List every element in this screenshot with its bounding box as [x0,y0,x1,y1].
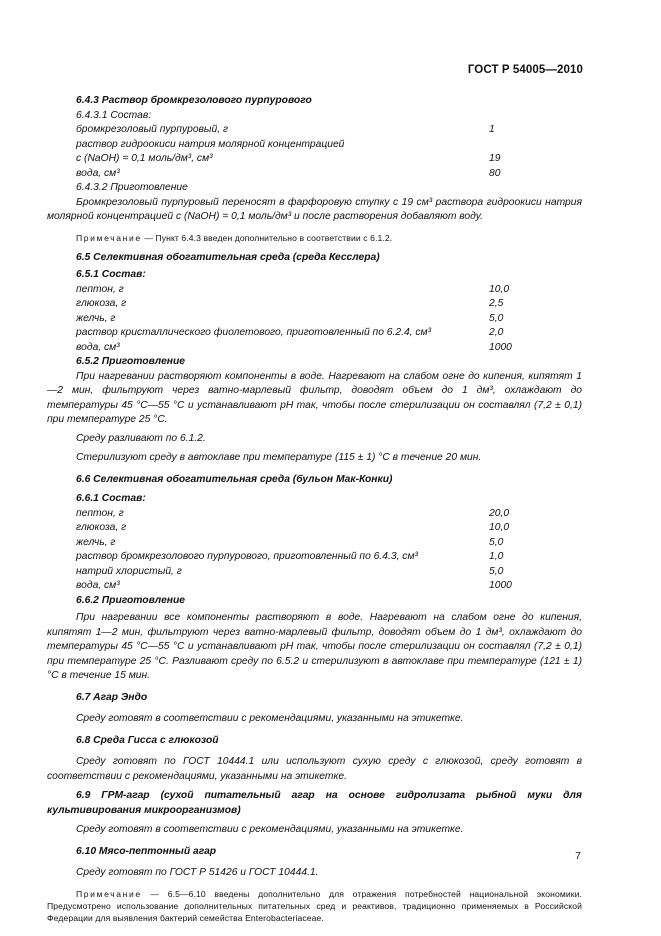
paragraph: Среду готовят по ГОСТ Р 51426 и ГОСТ 10444.1. [76,867,319,878]
composition-row [47,521,582,536]
section-heading: 6.6 Селективная обогатительная среда (бульон Мак-Конки) [76,473,393,485]
ingredient-amount: 2,0 [489,327,504,338]
ingredient-name: глюкоза, г [76,522,127,533]
composition-list [47,283,582,356]
ingredient-name: вода, см³ [76,580,120,591]
composition-row [47,536,582,551]
composition-row [47,312,582,327]
composition-list [47,123,582,181]
ingredient-amount: 19 [489,153,501,164]
subsection-heading: 6.4.3.2 Приготовление [76,182,188,193]
composition-row [47,565,582,580]
ingredient-amount: 5,0 [489,312,504,324]
ingredient-name: вода, см³ [76,167,120,179]
ingredient-amount: 1,0 [489,551,504,562]
document-body [47,94,582,924]
note-text: — 6.5—6.10 введены дополнительно для отражения потребностей национальной экономики. Предусмотрено использование дополнительных питательных сред и реактивов, традиционно применяемых в Российской Федерации для выявления бактерий семейства Enterobacteriaceae. [47,888,582,923]
composition-list [47,507,582,594]
ingredient-name: пептон, г [76,283,124,295]
ingredient-name: с (NaOH) = 0,1 моль/дм³, см³ [76,153,213,164]
ingredient-name: раствор бромкрезолового пурпурового, приготовленный по 6.4.3, см³ [76,551,418,562]
composition-row [47,152,582,167]
note [47,232,582,244]
ingredient-amount: 10,0 [489,522,510,533]
section-heading: 6.10 Мясо-пептонный агар [76,845,217,857]
section-heading: 6.4.3 Раствор бромкрезолового пурпурового [76,95,312,106]
ingredient-name: вода, см³ [76,341,120,353]
composition-row [47,138,582,153]
paragraph: Среду готовят в соответствии с рекомендациями, указанными на этикетке. [76,824,464,835]
ingredient-name: желчь, г [76,312,116,324]
composition-row [47,283,582,298]
ingredient-name: пептон, г [76,507,124,519]
composition-row [47,507,582,522]
section-heading: 6.8 Среда Гисса с глюкозой [76,734,219,746]
ingredient-name: натрий хлористый, г [76,565,182,577]
subsection-heading: 6.6.1 Состав: [76,493,146,504]
composition-row [47,341,582,356]
note-label: Примечание [76,232,142,243]
composition-row [47,550,582,565]
paragraph: Среду разливают по 6.1.2. [76,432,206,444]
ingredient-amount: 80 [489,167,501,179]
paragraph: Бромкрезоловый пурпуровый переносят в фарфоровую ступку с 19 см³ раствора гидроокиси натрия молярной концентрацией с (NaOH) = 0,1 моль/дм³ и после растворения добавляют воду. [47,196,582,222]
ingredient-name: раствор кристаллического фиолетового, приготовленный по 6.2.4, см³ [76,327,432,338]
ingredient-amount: 5,0 [489,565,504,577]
subsection-heading: 6.6.2 Приготовление [76,594,186,606]
note-text: — Пункт 6.4.3 введен дополнительно в соответствии с 6.1.2. [141,232,393,243]
composition-row [47,167,582,182]
ingredient-amount: 20,0 [489,507,510,519]
ingredient-name: глюкоза, г [76,298,127,309]
paragraph: При нагревании растворяют компоненты в воде. Нагревают на слабом огне до кипения, кипятят 1—2 мин, фильтруют через ватно-марлевый фильтр, доводят объем до 1 дм³, охлаждают до температуры 45 °С—55 °С и устанавливают рН так, чтобы после стерилизации он составлял (7,2 ± 0,1) при температуре 25 °С. [47,370,582,425]
composition-row [47,579,582,594]
ingredient-amount: 1000 [489,341,512,353]
paragraph: Среду готовят в соответствии с рекомендациями, указанными на этикетке. [76,713,464,724]
composition-row [47,123,582,138]
composition-row [47,297,582,312]
note-label: Примечание [76,888,142,899]
ingredient-name: бромкрезоловый пурпуровый, г [76,124,229,135]
section-heading: 6.5 Селективная обогатительная среда (среда Кесслера) [76,251,380,263]
subsection-heading: 6.5.1 Состав: [76,269,146,280]
ingredient-name: желчь, г [76,536,116,548]
paragraph: Стерилизуют среду в автоклаве при температуре (115 ± 1) °С в течение 20 мин. [76,452,482,463]
section-heading: 6.9 ГРМ-агар (сухой питательный агар на основе гидролизата рыбной муки для культивирования микроорганизмов) [47,790,582,816]
composition-row [47,326,582,341]
subsection-heading: 6.4.3.1 Состав: [76,109,152,121]
note [47,888,582,924]
ingredient-amount: 2,5 [489,298,504,309]
page-number: 7 [575,850,581,862]
ingredient-amount: 5,0 [489,536,504,548]
paragraph: Среду готовят по ГОСТ 10444.1 или используют сухую среду с глюкозой, среду готовят в соответствии с рекомендациями, указанными на этикетке. [47,756,582,782]
ingredient-amount: 1 [489,124,495,135]
subsection-heading: 6.5.2 Приготовление [76,356,186,367]
standard-header: ГОСТ Р 54005—2010 [467,64,583,76]
paragraph: При нагревании все компоненты растворяют в воде. Нагревают на слабом огне до кипения, кипятят 1—2 мин, фильтруют через ватно-марлевый фильтр, доводят объем до 1 дм³, охлаждают до температуры 45 °С—55 °С и устанавливают рН так, чтобы после стерилизации он составлял (7,2 ± 0,1) при температуре 25 °С. Разливают среду по 6.5.2 и стерилизуют в автоклаве при температуре (121 ± 1) °С в течение 15 мин. [47,612,582,681]
ingredient-amount: 1000 [489,580,512,591]
ingredient-amount: 10,0 [489,283,510,295]
ingredient-name: раствор гидроокиси натрия молярной концентрацией [76,138,345,150]
section-heading: 6.7 Агар Эндо [76,691,148,703]
